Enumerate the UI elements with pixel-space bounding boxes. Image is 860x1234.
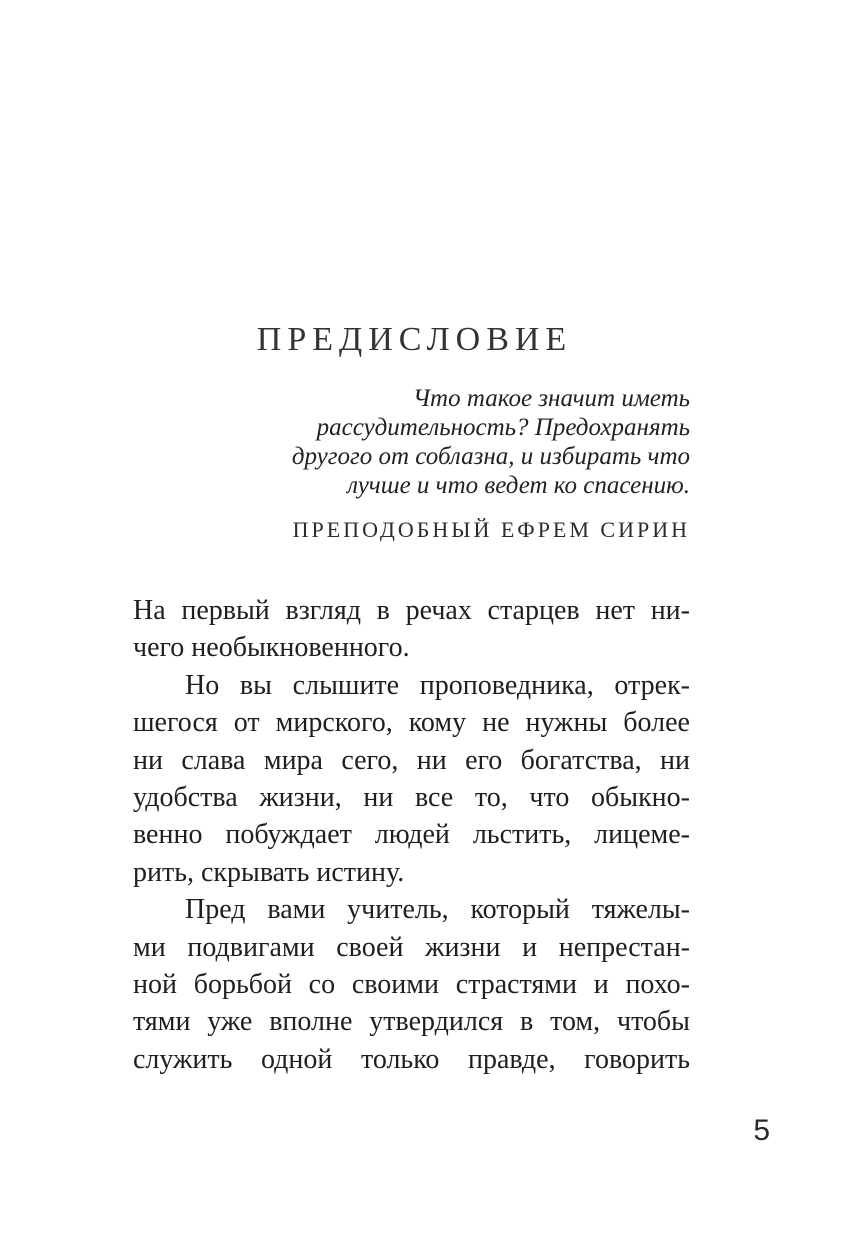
body-line: На первый взгляд в речах старцев нет ни- — [133, 595, 690, 626]
body-line: рить, скрывать истину. — [133, 856, 405, 888]
body-line: удобства жизни, ни все то, что обыкно- — [133, 782, 690, 814]
body-line: служить одной только правде, говорить — [133, 1043, 690, 1075]
epigraph-line: лучше и что ведет ко спасению. — [347, 472, 690, 499]
body-line: чего необыкновенного. — [133, 632, 410, 664]
body-line: венно побуждает людей льстить, лицеме- — [133, 819, 690, 851]
body-line: Но вы слышите проповедника, отрек- — [185, 669, 690, 701]
epigraph — [133, 384, 690, 544]
epigraph-attribution: ПРЕПОДОБНЫЙ ЕФРЕМ СИРИН — [292, 517, 690, 542]
body-line: ми подвигами своей жизни и непрестан- — [133, 931, 690, 963]
body-text — [133, 592, 690, 1078]
epigraph-line: другого от соблазна, и избирать что — [291, 443, 690, 470]
page-number: 5 — [753, 1114, 770, 1147]
body-line: ни слава мира сего, ни его богатства, ни — [133, 744, 690, 776]
chapter-title: ПРЕДИСЛОВИЕ — [256, 321, 573, 358]
epigraph-line: Что такое значит иметь — [412, 385, 690, 412]
body-line: ной борьбой со своими страстями и похо- — [133, 969, 690, 1001]
epigraph-line: рассудительность? Предохранять — [316, 414, 690, 441]
body-line: шегося от мирского, кому не нужны более — [133, 707, 690, 739]
body-line: Пред вами учитель, который тяжелы- — [185, 894, 690, 926]
body-line: тями уже вполне утвердился в том, чтобы — [133, 1006, 690, 1038]
